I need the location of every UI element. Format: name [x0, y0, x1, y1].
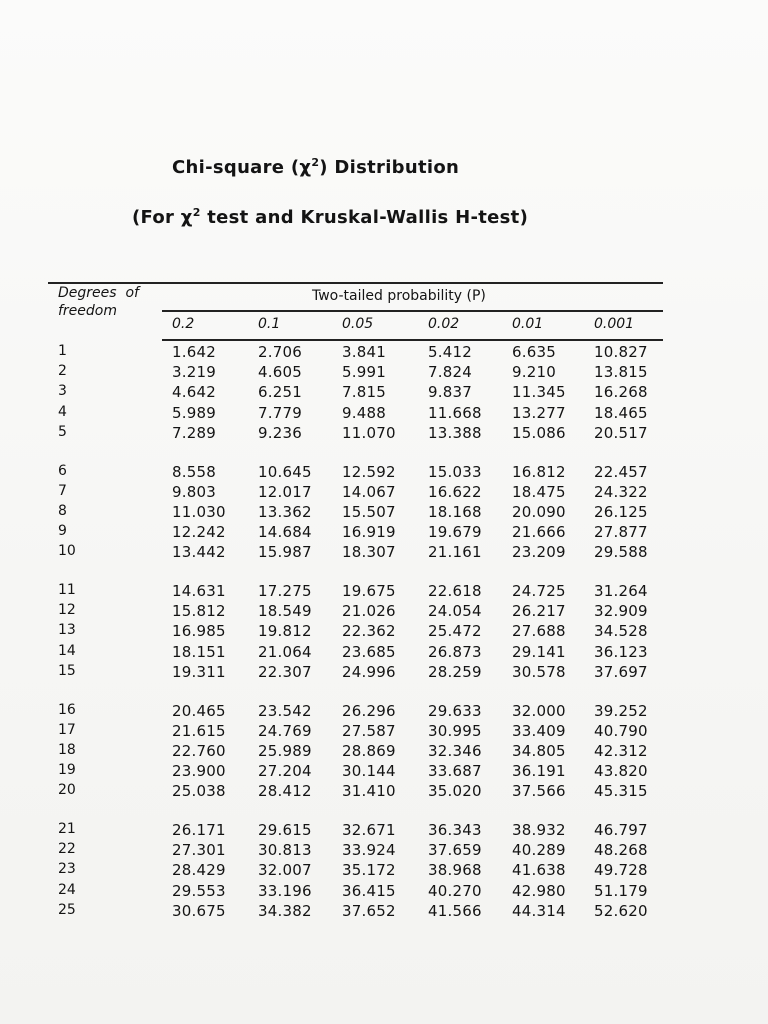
- table-cell: 16.812: [512, 462, 566, 481]
- table-cell: 35.020: [428, 782, 482, 801]
- table-cell: 36.123: [594, 642, 648, 661]
- table-cell: 46.797: [594, 821, 648, 839]
- table-cell: 10.827: [594, 343, 648, 361]
- degrees-of-freedom-cell: 14: [58, 642, 76, 659]
- table-row: [0, 782, 768, 802]
- table-cell: 49.728: [594, 861, 648, 880]
- table-cell: 11.668: [428, 403, 482, 422]
- table-cell: 9.488: [342, 403, 386, 422]
- degrees-of-freedom-cell: 20: [58, 782, 76, 799]
- table-cell: 30.813: [258, 841, 312, 860]
- table-cell: 43.820: [594, 762, 648, 781]
- degrees-of-freedom-cell: 13: [58, 622, 76, 639]
- table-cell: 32.000: [512, 701, 566, 720]
- table-cell: 26.217: [512, 602, 566, 621]
- table-cell: 52.620: [594, 901, 648, 920]
- table-cell: 28.259: [428, 662, 482, 681]
- table-cell: 21.064: [258, 642, 312, 661]
- table-cell: 15.987: [258, 543, 312, 562]
- table-cell: 33.687: [428, 762, 482, 781]
- table-cell: 33.196: [258, 881, 312, 900]
- table-cell: 23.542: [258, 701, 312, 720]
- table-cell: 36.191: [512, 762, 566, 781]
- table-cell: 18.307: [342, 543, 396, 562]
- table-cell: 23.685: [342, 642, 396, 661]
- table-cell: 21.666: [512, 523, 566, 542]
- table-cell: 12.017: [258, 482, 312, 501]
- table-cell: 24.054: [428, 602, 482, 621]
- degrees-of-freedom-cell: 12: [58, 602, 76, 619]
- table-cell: 30.144: [342, 762, 396, 781]
- table-cell: 51.179: [594, 881, 648, 900]
- table-cell: 28.869: [342, 741, 396, 760]
- table-cell: 32.671: [342, 821, 396, 839]
- table-cell: 15.812: [172, 602, 226, 621]
- table-cell: 18.151: [172, 642, 226, 661]
- table-cell: 12.592: [342, 462, 396, 481]
- table-cell: 37.659: [428, 841, 482, 860]
- table-cell: 34.382: [258, 901, 312, 920]
- subtitle-tail: test and Kruskal-Wallis H-test): [200, 207, 529, 228]
- title-superscript: 2: [311, 156, 320, 169]
- table-cell: 26.125: [594, 502, 648, 521]
- table-cell: 20.517: [594, 423, 648, 442]
- table-cell: 18.475: [512, 482, 566, 501]
- table-cell: 32.007: [258, 861, 312, 880]
- degrees-of-freedom-cell: 19: [58, 762, 76, 779]
- table-cell: 28.429: [172, 861, 226, 880]
- degrees-of-freedom-cell: 9: [58, 523, 67, 540]
- table-cell: 40.270: [428, 881, 482, 900]
- table-cell: 20.090: [512, 502, 566, 521]
- table-cell: 3.841: [342, 343, 386, 361]
- column-header: 0.1: [258, 316, 281, 332]
- table-row: [0, 702, 768, 722]
- table-cell: 26.873: [428, 642, 482, 661]
- table-cell: 36.343: [428, 821, 482, 839]
- table-cell: 15.033: [428, 462, 482, 481]
- table-cell: 27.688: [512, 622, 566, 641]
- degrees-of-freedom-cell: 5: [58, 423, 67, 440]
- table-row: [0, 424, 768, 444]
- column-header: 0.001: [594, 316, 635, 332]
- table-cell: 15.086: [512, 423, 566, 442]
- table-row: [0, 602, 768, 622]
- table-cell: 23.900: [172, 762, 226, 781]
- table-cell: 33.924: [342, 841, 396, 860]
- table-cell: 18.549: [258, 602, 312, 621]
- table-row: [0, 841, 768, 861]
- table-cell: 11.030: [172, 502, 226, 521]
- table-cell: 27.301: [172, 841, 226, 860]
- table-cell: 21.615: [172, 721, 226, 740]
- table-cell: 48.268: [594, 841, 648, 860]
- table-cell: 41.638: [512, 861, 566, 880]
- table-cell: 37.566: [512, 782, 566, 801]
- table-cell: 13.362: [258, 502, 312, 521]
- table-cell: 29.615: [258, 821, 312, 839]
- table-cell: 8.558: [172, 462, 216, 481]
- dof-header-line1: Degrees of: [58, 285, 139, 301]
- table-row: [0, 463, 768, 483]
- table-cell: 16.622: [428, 482, 482, 501]
- degrees-of-freedom-cell: 1: [58, 343, 67, 359]
- table-cell: 26.296: [342, 701, 396, 720]
- table-cell: 25.038: [172, 782, 226, 801]
- table-cell: 30.578: [512, 662, 566, 681]
- table-cell: 26.171: [172, 821, 226, 839]
- table-cell: 18.465: [594, 403, 648, 422]
- degrees-of-freedom-cell: 15: [58, 662, 76, 679]
- table-row: [0, 742, 768, 762]
- table-cell: 29.588: [594, 543, 648, 562]
- degrees-of-freedom-cell: 23: [58, 861, 76, 878]
- table-cell: 27.204: [258, 762, 312, 781]
- subtitle-text: (For χ: [132, 207, 193, 228]
- subtitle-superscript: 2: [192, 206, 201, 219]
- table-cell: 11.070: [342, 423, 396, 442]
- degrees-of-freedom-cell: 6: [58, 462, 67, 479]
- table-cell: 38.932: [512, 821, 566, 839]
- degrees-of-freedom-header: [58, 284, 139, 320]
- table-cell: 40.289: [512, 841, 566, 860]
- table-cell: 10.645: [258, 462, 312, 481]
- table-cell: 25.989: [258, 741, 312, 760]
- table-row: [0, 622, 768, 642]
- table-cell: 13.388: [428, 423, 482, 442]
- degrees-of-freedom-cell: 10: [58, 543, 76, 560]
- table-cell: 35.172: [342, 861, 396, 880]
- table-cell: 1.642: [172, 343, 216, 361]
- table-cell: 7.824: [428, 363, 472, 382]
- degrees-of-freedom-cell: 17: [58, 721, 76, 738]
- degrees-of-freedom-cell: 22: [58, 841, 76, 858]
- degrees-of-freedom-cell: 21: [58, 821, 76, 837]
- table-top-rule: [48, 282, 663, 284]
- table-cell: 13.277: [512, 403, 566, 422]
- table-cell: 31.410: [342, 782, 396, 801]
- degrees-of-freedom-cell: 8: [58, 502, 67, 519]
- probability-header-rule: [162, 310, 663, 312]
- table-cell: 9.803: [172, 482, 216, 501]
- probability-header: Two-tailed probability (P): [312, 288, 486, 304]
- table-cell: 29.633: [428, 701, 482, 720]
- table-cell: 34.805: [512, 741, 566, 760]
- table-cell: 24.996: [342, 662, 396, 681]
- table-row: [0, 363, 768, 383]
- table-cell: 24.769: [258, 721, 312, 740]
- table-cell: 9.837: [428, 383, 472, 402]
- table-cell: 34.528: [594, 622, 648, 641]
- table-cell: 5.989: [172, 403, 216, 422]
- table-cell: 15.507: [342, 502, 396, 521]
- table-row: [0, 483, 768, 503]
- table-cell: 16.919: [342, 523, 396, 542]
- degrees-of-freedom-cell: 18: [58, 741, 76, 758]
- table-cell: 25.472: [428, 622, 482, 641]
- table-cell: 13.442: [172, 543, 226, 562]
- table-cell: 40.790: [594, 721, 648, 740]
- table-row: [0, 383, 768, 403]
- table-cell: 22.457: [594, 462, 648, 481]
- table-row: [0, 821, 768, 841]
- table-cell: 20.465: [172, 701, 226, 720]
- table-row: [0, 882, 768, 902]
- table-cell: 30.995: [428, 721, 482, 740]
- table-cell: 7.289: [172, 423, 216, 442]
- table-row: [0, 503, 768, 523]
- degrees-of-freedom-cell: 24: [58, 881, 76, 898]
- degrees-of-freedom-cell: 11: [58, 582, 76, 598]
- table-cell: 24.725: [512, 582, 566, 600]
- table-cell: 41.566: [428, 901, 482, 920]
- table-cell: 5.991: [342, 363, 386, 382]
- table-cell: 2.706: [258, 343, 302, 361]
- table-row: [0, 902, 768, 922]
- table-cell: 11.345: [512, 383, 566, 402]
- table-cell: 9.210: [512, 363, 556, 382]
- column-header: 0.02: [428, 316, 460, 332]
- table-cell: 14.684: [258, 523, 312, 542]
- table-row: [0, 663, 768, 683]
- table-cell: 36.415: [342, 881, 396, 900]
- degrees-of-freedom-cell: 4: [58, 403, 67, 420]
- table-cell: 9.236: [258, 423, 302, 442]
- table-cell: 28.412: [258, 782, 312, 801]
- table-cell: 18.168: [428, 502, 482, 521]
- table-cell: 19.679: [428, 523, 482, 542]
- column-header: 0.2: [172, 316, 195, 332]
- table-cell: 6.251: [258, 383, 302, 402]
- table-cell: 31.264: [594, 582, 648, 600]
- table-cell: 19.812: [258, 622, 312, 641]
- table-cell: 4.642: [172, 383, 216, 402]
- table-cell: 13.815: [594, 363, 648, 382]
- table-row: [0, 861, 768, 881]
- title-text: Chi-square (χ: [172, 157, 312, 178]
- table-cell: 32.346: [428, 741, 482, 760]
- column-header: 0.05: [342, 316, 374, 332]
- table-cell: 22.307: [258, 662, 312, 681]
- table-row: [0, 582, 768, 602]
- table-cell: 29.141: [512, 642, 566, 661]
- table-cell: 45.315: [594, 782, 648, 801]
- table-row: [0, 722, 768, 742]
- table-row: [0, 523, 768, 543]
- table-cell: 22.362: [342, 622, 396, 641]
- table-cell: 42.980: [512, 881, 566, 900]
- table-row: [0, 343, 768, 363]
- table-cell: 22.618: [428, 582, 482, 600]
- column-header-rule: [162, 339, 663, 341]
- table-row: [0, 643, 768, 663]
- table-cell: 14.067: [342, 482, 396, 501]
- dof-header-line2: freedom: [58, 303, 118, 319]
- table-cell: 4.605: [258, 363, 302, 382]
- degrees-of-freedom-cell: 2: [58, 363, 67, 380]
- page-title: [172, 157, 459, 178]
- table-cell: 42.312: [594, 741, 648, 760]
- table-cell: 16.268: [594, 383, 648, 402]
- table-cell: 29.553: [172, 881, 226, 900]
- table-cell: 44.314: [512, 901, 566, 920]
- degrees-of-freedom-cell: 16: [58, 701, 76, 718]
- table-cell: 19.311: [172, 662, 226, 681]
- table-cell: 3.219: [172, 363, 216, 382]
- degrees-of-freedom-cell: 25: [58, 901, 76, 918]
- table-cell: 22.760: [172, 741, 226, 760]
- degrees-of-freedom-cell: 7: [58, 482, 67, 499]
- table-cell: 27.877: [594, 523, 648, 542]
- table-cell: 23.209: [512, 543, 566, 562]
- table-cell: 16.985: [172, 622, 226, 641]
- table-cell: 38.968: [428, 861, 482, 880]
- table-cell: 37.652: [342, 901, 396, 920]
- table-cell: 32.909: [594, 602, 648, 621]
- table-cell: 17.275: [258, 582, 312, 600]
- table-cell: 33.409: [512, 721, 566, 740]
- table-cell: 19.675: [342, 582, 396, 600]
- column-header: 0.01: [512, 316, 544, 332]
- table-cell: 24.322: [594, 482, 648, 501]
- table-cell: 37.697: [594, 662, 648, 681]
- table-row: [0, 762, 768, 782]
- table-cell: 6.635: [512, 343, 556, 361]
- table-cell: 14.631: [172, 582, 226, 600]
- table-cell: 27.587: [342, 721, 396, 740]
- table-cell: 12.242: [172, 523, 226, 542]
- table-cell: 21.026: [342, 602, 396, 621]
- table-cell: 30.675: [172, 901, 226, 920]
- table-row: [0, 404, 768, 424]
- page-subtitle: [132, 207, 528, 228]
- title-tail: ) Distribution: [319, 157, 460, 178]
- table-row: [0, 543, 768, 563]
- table-cell: 39.252: [594, 701, 648, 720]
- degrees-of-freedom-cell: 3: [58, 383, 67, 400]
- table-cell: 5.412: [428, 343, 472, 361]
- table-cell: 7.779: [258, 403, 302, 422]
- table-cell: 7.815: [342, 383, 386, 402]
- table-cell: 21.161: [428, 543, 482, 562]
